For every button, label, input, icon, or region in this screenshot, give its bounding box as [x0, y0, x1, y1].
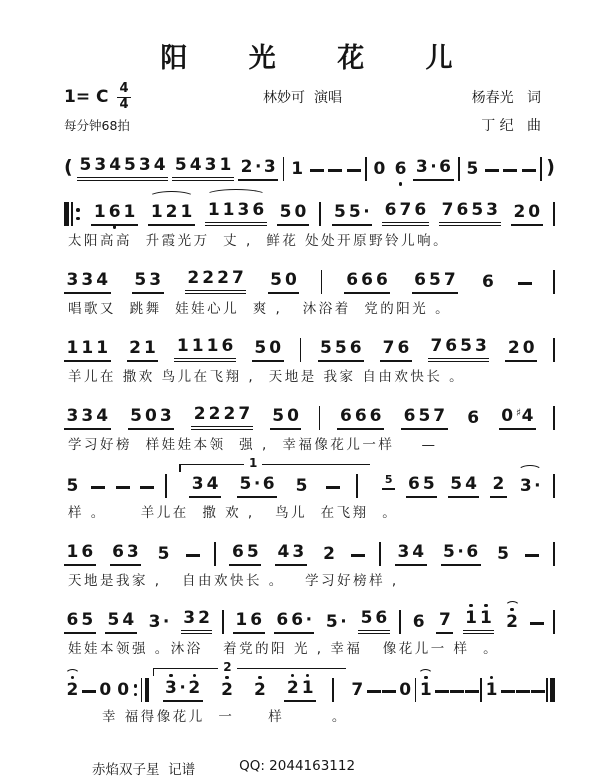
system-6 — [64, 456, 555, 521]
lyrics-line: 唱歌又 跳舞 娃娃心儿 爽 , 沐浴着 党的阳光 。 — [68, 301, 452, 317]
key-text: 1= C — [64, 87, 109, 107]
system-3 — [64, 258, 555, 317]
volta-bracket: 1 3 4 5 · 6 5 — [179, 464, 369, 498]
notation-line: 3 3 4 5 3 2 2 2 7 5 0 6 6 6 6 5 7 6 — [64, 258, 555, 294]
lyrics-line: 娃娃本领强 。沐浴 着党的阳 光 , 幸福 像花儿一 样 。 — [68, 641, 500, 657]
meta-row-1 — [64, 79, 541, 115]
transcriber-credit: 赤焰双子星 记谱 — [92, 762, 196, 778]
system-7 — [64, 530, 555, 589]
notation-line: 2 0 0 2 3 · 2 2 2 2 1 7 0 1 1 — [64, 666, 555, 702]
lyrics-line: 幸 福得像花儿 一 样 。 — [68, 709, 348, 725]
lyrics-line: 天地是我家 , 自由欢快长 。 学习好榜样 , — [68, 573, 399, 589]
notation-line: ( 5 3 4 5 3 4 5 4 3 1 2 · 3 1 0 6 3 · 6 5 ) — [64, 145, 555, 181]
volta-number: 1 — [244, 456, 262, 470]
song-title: 阳 光 花 儿 — [160, 43, 479, 74]
system-8 — [64, 598, 555, 657]
lyricist-credit: 杨春光 词 — [471, 90, 541, 106]
system-4 — [64, 326, 555, 385]
notation-line: 6 5 5 4 3 · 3 2 1 6 6 6 · 5 · 5 6 6 7 1 1 2 — [64, 598, 555, 634]
volta-bracket: 2 3 · 2 2 2 2 1 — [153, 668, 346, 702]
lyrics-line: 样 。 羊儿在 撒 欢 , 鸟儿 在飞翔 。 — [68, 505, 399, 521]
time-signature-numerator: 4 — [119, 80, 129, 96]
notation-line: 3 3 4 5 0 3 2 2 2 7 5 0 6 6 6 6 5 7 6 0 ♯4 — [64, 394, 555, 430]
tempo-marking: 每分钟68拍 — [64, 118, 130, 133]
lyrics-line: 学习好榜 样娃娃本领 强 , 幸福像花儿一样 — — [68, 437, 438, 453]
system-1 — [64, 145, 555, 181]
time-signature-denominator: 4 — [119, 96, 129, 112]
lyrics-line: 羊儿在 撒欢 鸟儿在飞翔 , 天地是 我家 自由欢快长 。 — [68, 369, 466, 385]
notation-line: 1 6 1 1 2 1 1 1 3 6 5 0 5 5 · 6 7 6 7 6 5 3 2 0 — [64, 190, 555, 226]
qq-contact: QQ: 2044163112 — [239, 758, 356, 774]
footer — [0, 734, 613, 778]
score — [0, 145, 613, 725]
notation-line: 5 1 3 4 5 · 6 5 5 6 5 5 4 2 3 · — [64, 462, 555, 498]
volta-number: 2 — [218, 660, 236, 674]
lyrics-line: 太阳高高 升霞光万 丈 , 鲜花 处处开原野铃儿响。 — [68, 233, 450, 249]
notation-line: 1 1 1 2 1 1 1 1 6 5 0 5 5 6 7 6 7 6 5 3 2 0 — [64, 326, 555, 362]
system-2 — [64, 190, 555, 249]
system-9 — [64, 660, 555, 725]
notation-line: 1 6 6 3 5 6 5 4 3 2 3 4 5 · 6 5 — [64, 530, 555, 566]
performer-credit: 林妙可 演唱 — [263, 90, 342, 106]
composer-credit: 丁 纪 曲 — [481, 118, 541, 134]
system-5 — [64, 394, 555, 453]
meta-row-2 — [64, 115, 541, 135]
